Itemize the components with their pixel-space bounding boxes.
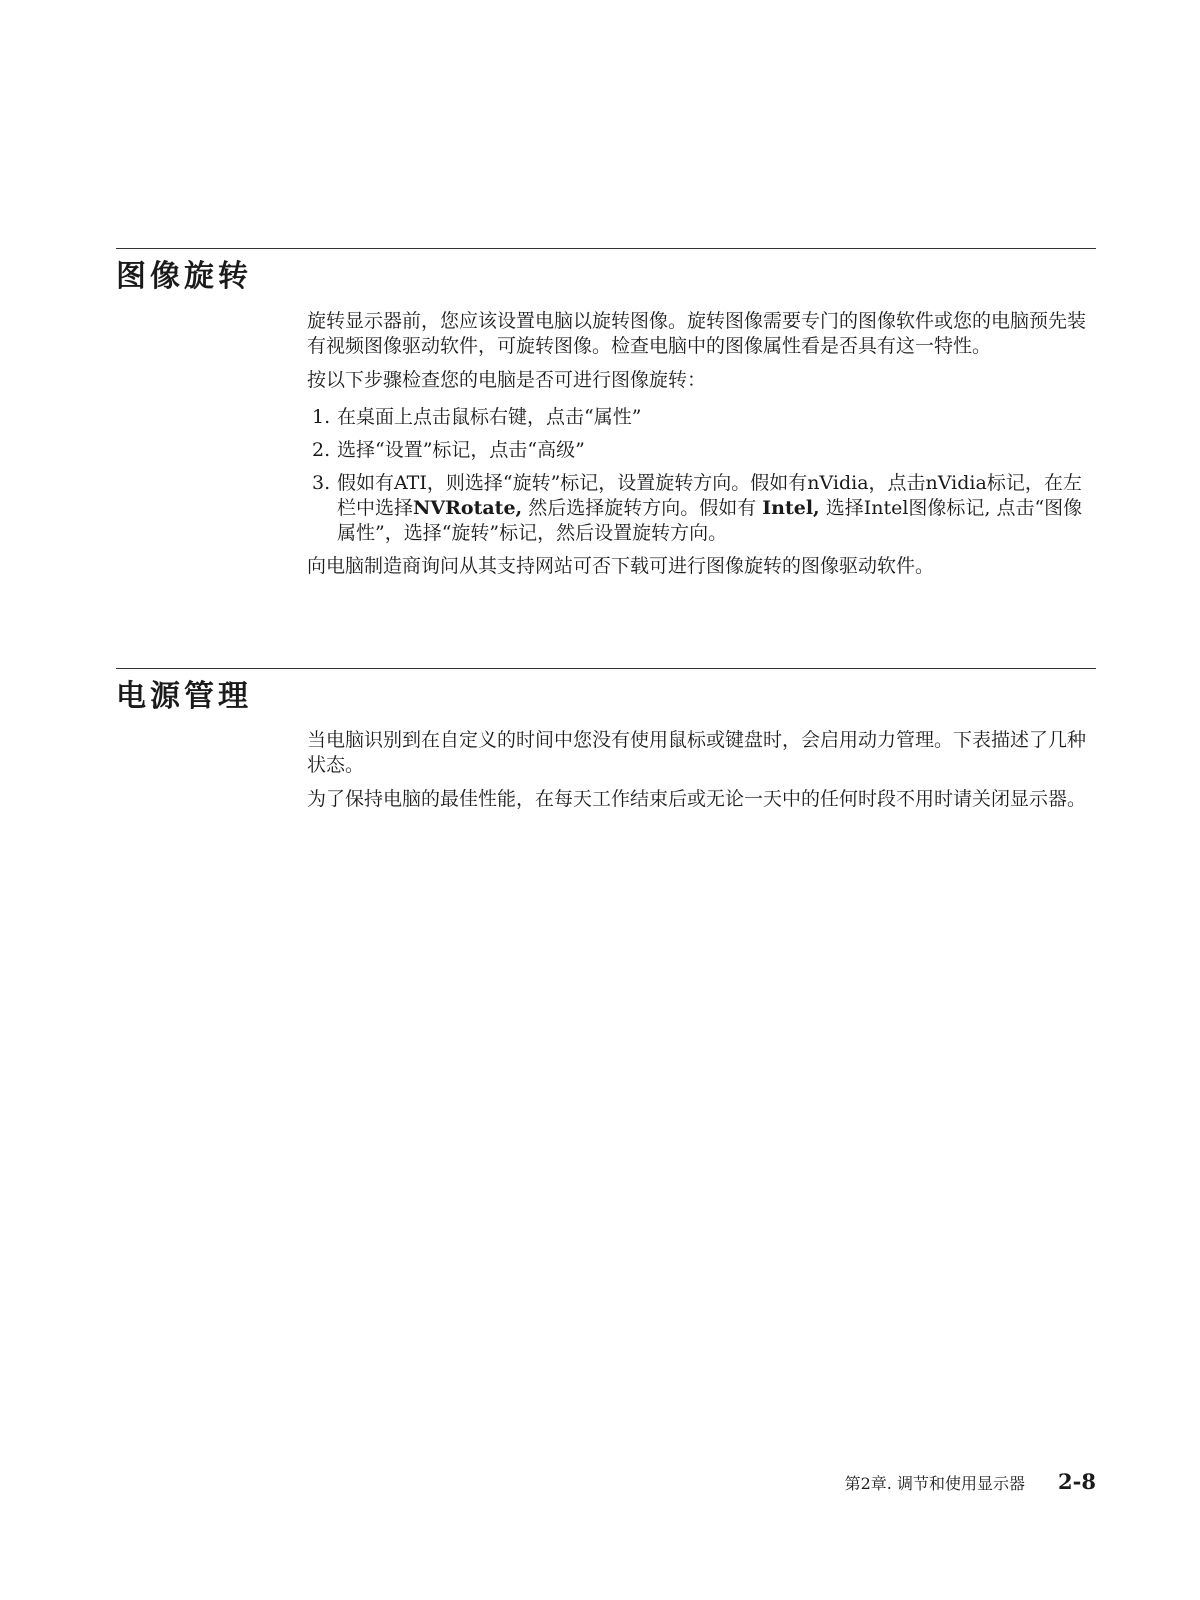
section-title: 图像旋转 — [116, 259, 252, 294]
section-image-rotation-body — [307, 309, 1087, 588]
list-item-bold-intel: Intel, — [762, 497, 820, 519]
paragraph: 为了保持电脑的最佳性能，在每天工作结束后或无论一天中的任何时段不用时请关闭显示器。 — [307, 788, 1087, 810]
list-item — [307, 471, 1087, 546]
section-image-rotation — [116, 248, 1096, 297]
list-item — [307, 438, 1087, 463]
list-item-text: 然后选择旋转方向。假如有 — [522, 497, 763, 519]
page-number: 2-8 — [1058, 1469, 1096, 1494]
paragraph: 当电脑识别到在自定义的时间中您没有使用鼠标或键盘时，会启用动力管理。下表描述了几种状态。 — [307, 729, 1087, 776]
paragraph: 向电脑制造商询问从其支持网站可否下载可进行图像旋转的图像驱动软件。 — [307, 555, 935, 577]
list-item-text: 在桌面上点击鼠标右键，点击“属性” — [337, 406, 642, 428]
list-item-text: 选择“设置”标记，点击“高级” — [337, 439, 585, 461]
list-item-number: 3. — [312, 472, 331, 494]
page-footer — [845, 1468, 1096, 1498]
list-item-number: 2. — [312, 439, 331, 461]
list-item-number: 1. — [312, 406, 331, 428]
footer-chapter: 第2章. 调节和使用显示器 — [844, 1474, 1025, 1493]
list-item-bold-nvrotate: NVRotate, — [413, 497, 523, 519]
steps-list — [307, 405, 1087, 546]
list-item — [307, 405, 1087, 430]
section-divider — [116, 248, 1096, 249]
section-title: 电源管理 — [116, 679, 252, 714]
list-item-text: 选择Intel图像标记, 点击“图像属性”，选择“旋转”标记，然后设置旋转方向。 — [337, 497, 1083, 544]
paragraph: 旋转显示器前，您应该设置电脑以旋转图像。旋转图像需要专门的图像软件或您的电脑预先装有视频图像驱动软件，可旋转图像。检查电脑中的图像属性看是否具有这一特性。 — [307, 310, 1087, 357]
list-item-text: 假如有ATI，则选择“旋转”标记，设置旋转方向。假如有nVidia，点击nVidia标记，在左栏中选择 — [337, 472, 1082, 519]
section-divider — [116, 668, 1096, 669]
paragraph: 按以下步骤检查您的电脑是否可进行图像旋转： — [307, 369, 707, 391]
section-power-management — [116, 668, 1096, 717]
section-power-management-body — [307, 728, 1087, 821]
